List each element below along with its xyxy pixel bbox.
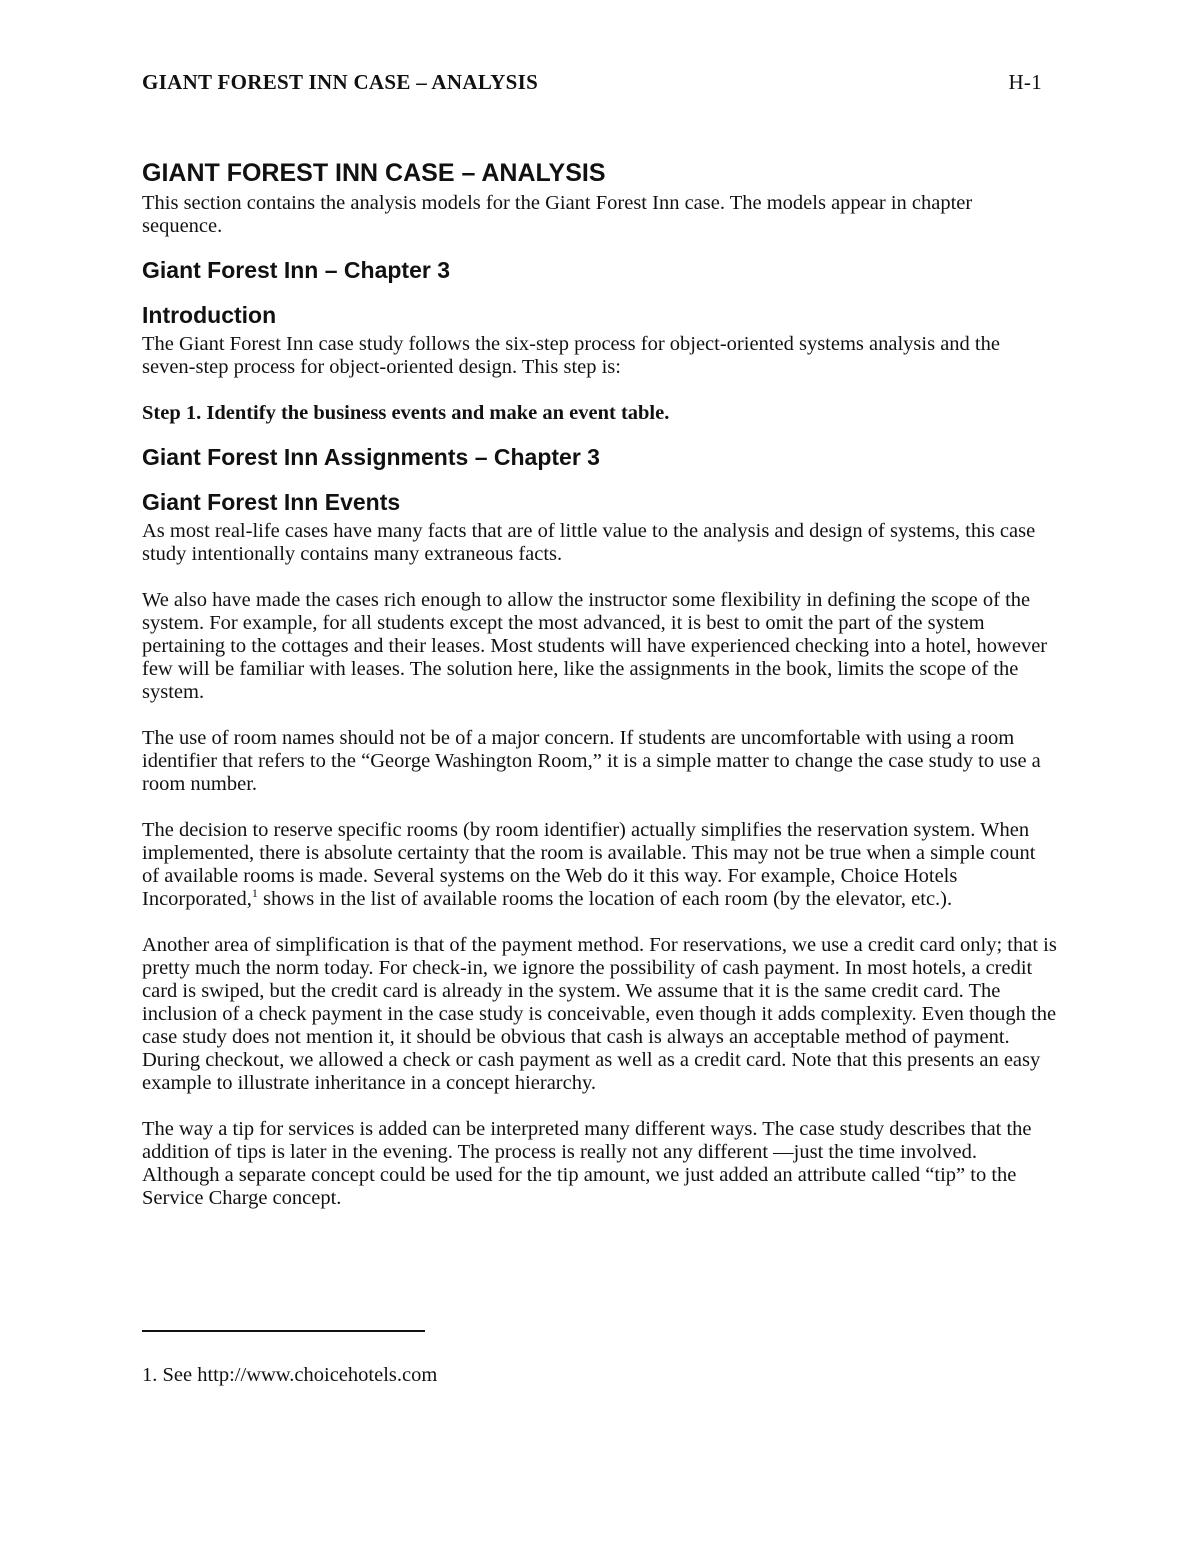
heading-chapter-3: Giant Forest Inn – Chapter 3 — [142, 257, 450, 283]
running-header — [142, 70, 1042, 96]
paragraph-reserve-rooms-start: The decision to reserve specific rooms (by room identifier) actually simplifies the reservation system. When implemented, there is absolute certainty that the room is available. This may not be true when a simple count of available rooms is made. Several systems on the Web do it this way. For example, Choice Hotels Incorporated, — [142, 819, 1036, 910]
paragraph-room-names: The use of room names should not be of a major concern. If students are uncomfortable with using a room identifier that refers to the “George Washington Room,” it is a simple matter to change the case study to use a room number. — [142, 727, 1041, 795]
footnote-text: 1. See http://www.choicehotels.com — [142, 1364, 438, 1386]
heading-introduction: Introduction — [142, 302, 277, 328]
paragraph-reserve-rooms-end: shows in the list of available rooms the location of each room (by the elevator, etc.). — [257, 888, 953, 910]
page-number: H-1 — [1008, 70, 1042, 94]
running-header-title: GIANT FOREST INN CASE – ANALYSIS — [142, 70, 539, 94]
paragraph-scope: We also have made the cases rich enough to allow the instructor some flexibility in defining the scope of the system. For example, for all students except the most advanced, it is best to omit the part of the system pertaining to the cottages and their leases. Most students will have experienced checking into a hotel, however few will be familiar with leases. The solution here, like the assignments in the book, limits the scope of the system. — [142, 589, 1048, 703]
paragraph-reserve-rooms — [142, 819, 1057, 911]
introduction-paragraph: The Giant Forest Inn case study follows the six-step process for object-oriented systems analysis and the seven-step process for object-oriented design. This step is: — [142, 333, 1000, 378]
main-content — [142, 158, 1057, 1210]
step-1-text: Step 1. Identify the business events and make an event table. — [142, 402, 670, 424]
intro-paragraph: This section contains the analysis models for the Giant Forest Inn case. The models appear in chapter sequence. — [142, 192, 973, 237]
paragraph-extraneous-facts: As most real-life cases have many facts that are of little value to the analysis and design of systems, this case study intentionally contains many extraneous facts. — [142, 520, 1036, 565]
heading-assignments: Giant Forest Inn Assignments – Chapter 3 — [142, 444, 600, 470]
document-title: GIANT FOREST INN CASE – ANALYSIS — [142, 159, 606, 187]
footnote-divider — [142, 1330, 425, 1332]
heading-events: Giant Forest Inn Events — [142, 489, 401, 515]
footnote-reference: 1 — [251, 886, 258, 901]
paragraph-payment-method: Another area of simplification is that of the payment method. For reservations, we use a credit card only; that is pretty much the norm today. For check-in, we ignore the possibility of cash payment. In most hotels, a credit card is swiped, but the credit card is already in the system. We assume that it is the same credit card. The inclusion of a check payment in the case study is conceivable, even though it adds complexity. Even though the case study does not mention it, it should be obvious that cash is always an acceptable method of payment. During checkout, we allowed a check or cash payment as well as a credit card. Note that this presents an easy example to illustrate inheritance in a concept hierarchy. — [142, 934, 1057, 1094]
paragraph-tips: The way a tip for services is added can be interpreted many different ways. The case study describes that the addition of tips is later in the evening. The process is really not any different —just the time involved. Although a separate concept could be used for the tip amount, we just added an attribute called “tip” to the Service Charge concept. — [142, 1118, 1032, 1209]
